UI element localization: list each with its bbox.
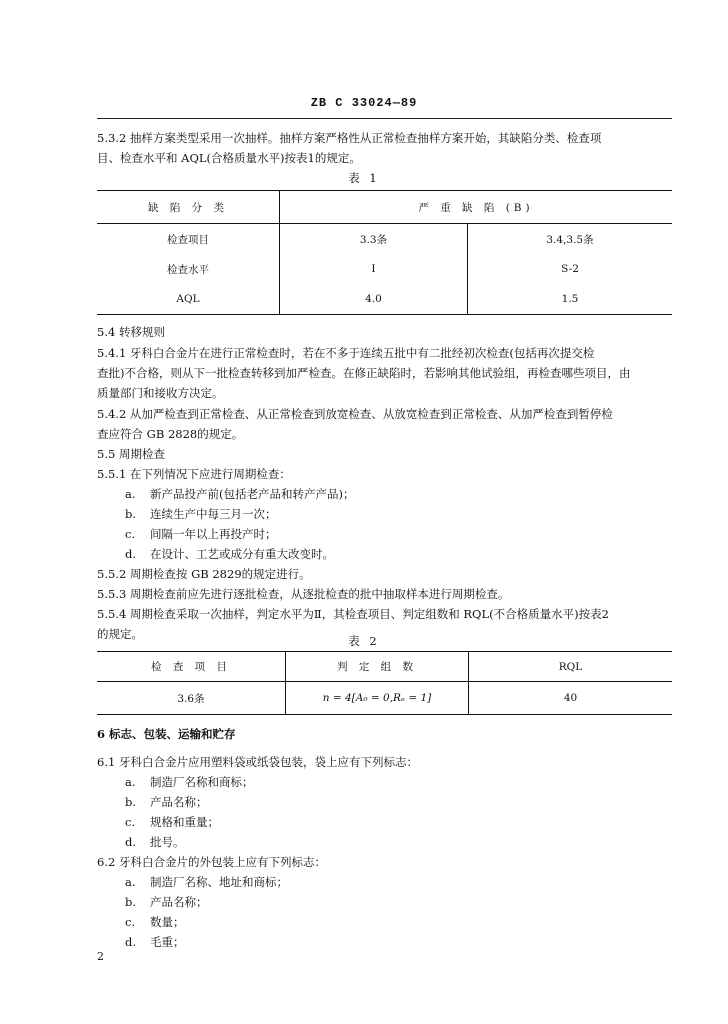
clause-5-4-1-line-2: 查批)不合格，则从下一批检查转移到加严检查。在修正缺陷时，若影响其他试验组，再检查哪些项目，由 — [97, 366, 631, 380]
table-cell: AQL — [97, 284, 280, 315]
section-5-4-title: 5.4 转移规则 — [97, 325, 165, 339]
clause-5-5-4-line-1: 5.5.4 周期检查采取一次抽样，判定水平为Ⅱ，其检查项目、判定组数和 RQL(不合格质量水平)按表2 — [97, 607, 609, 621]
list-item-letter: b. — [125, 895, 137, 909]
clause-5-3-2-line-2: 目、检查水平和 AQL(合格质量水平)按表1的规定。 — [97, 151, 361, 165]
list-item: 批号。 — [150, 835, 185, 849]
list-item: 制造厂名称、地址和商标； — [150, 875, 288, 889]
clause-5-4-1-line-3: 质量部门和接收方决定。 — [97, 386, 224, 400]
list-item-letter: b. — [125, 795, 137, 809]
list-item-letter: c. — [125, 915, 136, 929]
table-row — [97, 224, 672, 255]
clause-5-5-3: 5.5.3 周期检查前应先进行逐批检查，从逐批检查的批中抽取样本进行周期检查。 — [97, 587, 510, 601]
list-item-letter: b. — [125, 507, 137, 521]
list-item-letter: c. — [125, 815, 136, 829]
section-6-title: 6 标志、包装、运输和贮存 — [97, 727, 236, 741]
list-item-letter: d. — [125, 835, 137, 849]
table-2 — [97, 651, 672, 715]
table-1-caption: 表 1 — [348, 171, 380, 185]
clause-5-3-2-line-1: 5.3.2 抽样方案类型采用一次抽样。抽样方案严格性从正常检查抽样方案开始，其缺陷分类、检查项 — [97, 131, 602, 145]
table-cell: 4.0 — [280, 284, 468, 315]
table-1-header-defect-class: 缺 陷 分 类 — [97, 191, 280, 224]
list-item: 毛重； — [150, 935, 185, 949]
list-item-letter: c. — [125, 527, 136, 541]
table-1-header-row — [97, 191, 672, 224]
table-cell: 1.5 — [468, 284, 673, 315]
table-cell: 3.3条 — [280, 224, 468, 255]
table-1-header-serious-defect: 严 重 缺 陷 (B) — [280, 191, 673, 224]
list-item-letter: d. — [125, 935, 137, 949]
section-5-5-title: 5.5 周期检查 — [97, 447, 165, 461]
table-row — [97, 284, 672, 315]
clause-5-5-4-line-2: 的规定。 — [97, 627, 143, 641]
list-item-letter: a. — [125, 775, 136, 789]
clause-6-2: 6.2 牙科白合金片的外包装上应有下列标志： — [97, 855, 326, 869]
list-item: 产品名称； — [150, 795, 208, 809]
list-item: 连续生产中每三月一次； — [150, 507, 277, 521]
table-2-header-inspection-item: 检 查 项 目 — [97, 652, 286, 682]
table-cell: 检查项目 — [97, 224, 280, 255]
list-item: 间隔一年以上再投产时； — [150, 527, 277, 541]
list-item: 规格和重量； — [150, 815, 219, 829]
table-cell: 40 — [469, 682, 673, 715]
clause-5-5-2: 5.5.2 周期检查按 GB 2829的规定进行。 — [97, 567, 311, 581]
table-row — [97, 254, 672, 284]
list-item: 在设计、工艺或成分有重大改变时。 — [150, 547, 334, 561]
clause-5-5-1: 5.5.1 在下列情况下应进行周期检查： — [97, 467, 291, 481]
clause-5-4-1-line-1: 5.4.1 牙科白合金片在进行正常检查时，若在不多于连续五批中有二批经初次检查(包括再次提交检 — [97, 346, 595, 360]
table-2-header-row — [97, 652, 672, 682]
table-cell: 3.6条 — [97, 682, 286, 715]
header-rule — [97, 118, 672, 119]
list-item-letter: d. — [125, 547, 137, 561]
table-1 — [97, 190, 672, 315]
list-item-letter: a. — [125, 487, 136, 501]
page-number: 2 — [97, 950, 104, 963]
list-item: 数量； — [150, 915, 185, 929]
clause-5-4-2-line-1: 5.4.2 从加严检查到正常检查、从正常检查到放宽检查、从放宽检查到正常检查、从加严检查到暂停检 — [97, 407, 613, 421]
clause-6-1: 6.1 牙科白合金片应用塑料袋或纸袋包装，袋上应有下列标志： — [97, 755, 418, 769]
table-row — [97, 682, 672, 715]
table-2-caption: 表 2 — [348, 634, 380, 648]
list-item: 制造厂名称和商标； — [150, 775, 254, 789]
table-cell: S-2 — [561, 263, 579, 275]
list-item: 产品名称； — [150, 895, 208, 909]
table-2-header-rql: RQL — [469, 652, 673, 682]
table-cell: n = 4[A₀ = 0,Rₑ = 1] — [286, 682, 469, 715]
list-item: 新产品投产前(包括老产品和转产产品)； — [150, 487, 355, 501]
table-cell: Ⅰ — [280, 254, 468, 284]
list-item-letter: a. — [125, 875, 136, 889]
clause-5-4-2-line-2: 查应符合 GB 2828的规定。 — [97, 427, 244, 441]
table-cell: 3.4,3.5条 — [546, 233, 594, 246]
table-2-header-decision-groups: 判 定 组 数 — [286, 652, 469, 682]
table-cell: 检查水平 — [97, 254, 280, 284]
standard-number-header: ZB C 33024—89 — [310, 96, 418, 110]
